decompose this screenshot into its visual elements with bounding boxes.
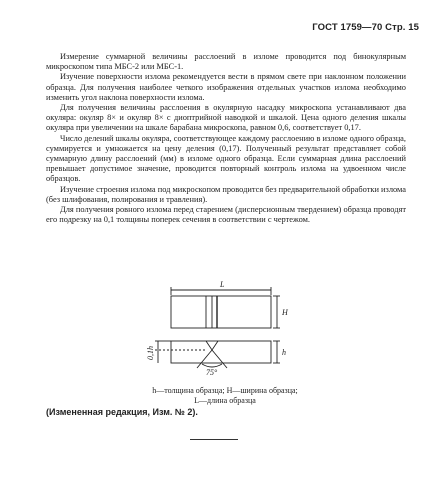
paragraph: Для получения величины расслоения в окулярную насадку микроскопа устанавливают два окуляра: окуляр 8× и окуляр 8× с диоптрийной наводкой и шкалой. Цена одного деления шкалы окуляра при увеличении на шкале барабана микроскопа, равном 0,6, соответствует 0,17.	[46, 103, 406, 133]
specimen-drawing	[46, 268, 406, 388]
label-L: L	[220, 280, 225, 289]
label-h: h	[282, 348, 286, 357]
figure-caption	[60, 386, 390, 405]
page-header: ГОСТ 1759—70 Стр. 15	[312, 22, 419, 33]
caption-line: L—длина образца	[194, 395, 256, 405]
divider	[190, 439, 238, 440]
label-depth: 0,1h	[146, 346, 155, 360]
notch-v	[206, 341, 218, 350]
amendment-note: (Измененная редакция, Изм. № 2).	[46, 407, 198, 417]
paragraph: Изучение поверхности излома рекомендуется вести в прямом свете при наклонном положении образца. Для получения наиболее четкого изображения отдельных участков излома необходимо изменить угол наклона поверхности излома.	[46, 72, 406, 102]
paragraph: Число делений шкалы окуляра, соответствующее каждому расслоению в изломе одного образца, суммируется и умножается на цену деления (0,17). Полученный результат представляет собой суммарную длину расслоений (мм) в изломе одного образца. Если суммарная длина расслоений превышает допустимое значение, проводится повторный контроль излома на удвоенном числе образцов.	[46, 133, 406, 184]
body-text	[46, 52, 406, 225]
caption-line: h—толщина образца; H—ширина образца;	[152, 386, 298, 395]
paragraph: Для получения ровного излома перед старением (дисперсионным твердением) образца проводят его подрезку на 0,1 толщины поперек сечения в соответствии с чертежом.	[46, 205, 406, 225]
paragraph: Измерение суммарной величины расслоений в изломе проводится под бинокулярным микроскопом типа МБС-2 или МБС-1.	[46, 52, 406, 72]
paragraph: Изучение строения излома под микроскопом проводится без предварительной обработки излома (без шлифования, полирования и травления).	[46, 184, 406, 204]
label-H: H	[282, 308, 288, 317]
label-angle: 75°	[206, 368, 218, 377]
specimen-side-view	[171, 341, 271, 363]
specimen-top-view	[171, 296, 271, 328]
